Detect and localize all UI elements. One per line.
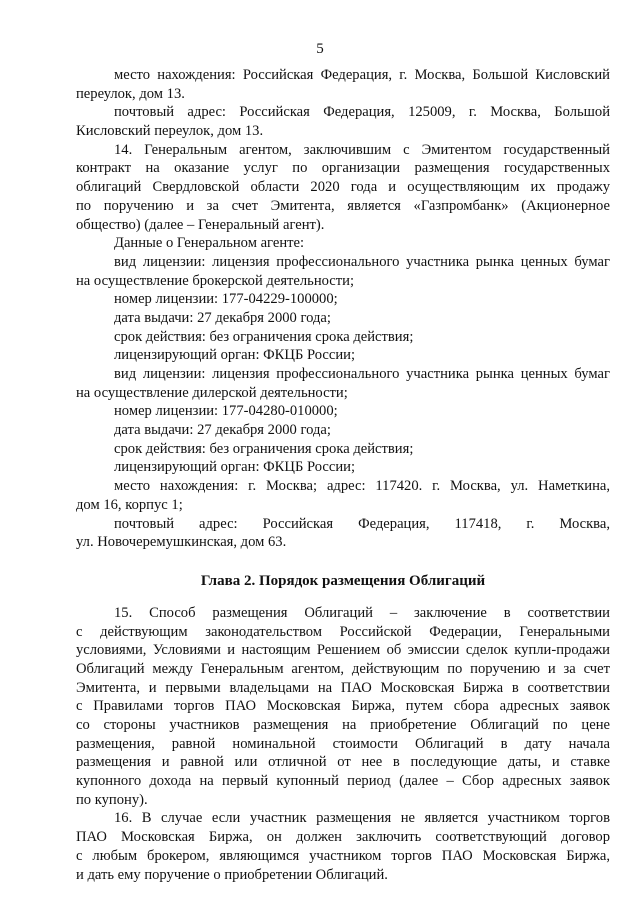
page-number: 5 bbox=[316, 41, 324, 57]
text-line: Эмитента, и первыми владельцами на ПАО Московская Биржа в соответствии bbox=[76, 679, 610, 696]
text-line: дом 16, корпус 1; bbox=[76, 496, 183, 513]
text-line: срок действия: без ограничения срока действия; bbox=[114, 440, 414, 457]
text-line: вид лицензии: лицензия профессионального участника рынка ценных бумаг bbox=[114, 253, 610, 270]
chapter-heading: Глава 2. Порядок размещения Облигаций bbox=[200, 572, 486, 589]
text-line: почтовый адрес: Российская Федерация, 125009, г. Москва, Большой bbox=[114, 104, 610, 121]
text-line: срок действия: без ограничения срока действия; bbox=[114, 328, 414, 345]
text-line: номер лицензии: 177-04280-010000; bbox=[114, 403, 338, 420]
text-line: переулок, дом 13. bbox=[76, 85, 185, 102]
text-line: и дать ему поручение о приобретении Облигаций. bbox=[76, 866, 388, 883]
text-line: облигаций Свердловской области 2020 года и осуществляющим их продажу bbox=[76, 179, 610, 196]
text-line: дата выдачи: 27 декабря 2000 года; bbox=[114, 309, 331, 326]
text-line: на осуществление брокерской деятельности; bbox=[76, 272, 355, 289]
text-line: по поручению и за счет Эмитента, является «Газпромбанк» (Акционерное bbox=[76, 197, 610, 214]
text-line: на осуществление дилерской деятельности; bbox=[76, 384, 348, 401]
text-line: номер лицензии: 177-04229-100000; bbox=[114, 291, 338, 308]
text-line: с Правилами торгов ПАО Московская Биржа, путем сбора адресных заявок bbox=[76, 698, 610, 715]
text-line: размещения, равной номинальной стоимости Облигаций в дату начала bbox=[76, 735, 610, 752]
text-line: вид лицензии: лицензия профессионального участника рынка ценных бумаг bbox=[114, 366, 610, 382]
text-line: почтовый адрес: Российская Федерация, 117418, г. Москва, bbox=[114, 515, 610, 532]
text-line: лицензирующий орган: ФКЦБ России; bbox=[114, 459, 356, 476]
text-line: ПАО Московская Биржа, он должен заключить соответствующий договор bbox=[76, 829, 610, 846]
text-line: ул. Новочеремушкинская, дом 63. bbox=[76, 534, 287, 551]
text-line: Данные о Генеральном агенте: bbox=[114, 235, 305, 252]
section-spacer bbox=[76, 592, 610, 604]
text-line: место нахождения: г. Москва; адрес: 117420. г. Москва, ул. Наметкина, bbox=[114, 478, 610, 495]
text-line: купонного дохода на первый купонный период (далее – Сбор адресных заявок bbox=[76, 773, 610, 790]
text-line: дата выдачи: 27 декабря 2000 года; bbox=[114, 422, 331, 439]
text-line: по купону). bbox=[76, 791, 148, 808]
text-line: контракт на оказание услуг по организации размещения государственных bbox=[76, 160, 610, 177]
text-line: Облигаций между Генеральным агентом, действующим по поручению и за счет bbox=[76, 660, 610, 677]
text-line: Кисловский переулок, дом 13. bbox=[76, 123, 264, 140]
text-line: условиями, Условиями и настоящим Решением об эмиссии сделок купли-продажи bbox=[76, 642, 610, 659]
text-line: общество) (далее – Генеральный агент). bbox=[76, 216, 325, 233]
text-line: со стороны участников размещения на приобретение Облигаций по цене bbox=[76, 717, 610, 733]
text-line: с любым брокером, являющимся участником торгов ПАО Московская Биржа, bbox=[76, 847, 610, 864]
text-line: 15. Способ размещения Облигаций – заключение в соответствии bbox=[114, 604, 610, 621]
section-spacer bbox=[76, 552, 610, 570]
text-line: 14. Генеральным агентом, заключившим с Эмитентом государственный bbox=[114, 141, 610, 158]
text-line: 16. В случае если участник размещения не является участником торгов bbox=[114, 810, 610, 827]
text-line: место нахождения: Российская Федерация, г. Москва, Большой Кисловский bbox=[114, 67, 610, 83]
document-body bbox=[76, 66, 610, 884]
text-line: лицензирующий орган: ФКЦБ России; bbox=[114, 347, 356, 364]
text-line: размещения и равной или отличной от нее в последующие даты, и ставке bbox=[76, 754, 610, 771]
text-line: с действующим законодательством Российской Федерации, Генеральными bbox=[76, 623, 610, 640]
